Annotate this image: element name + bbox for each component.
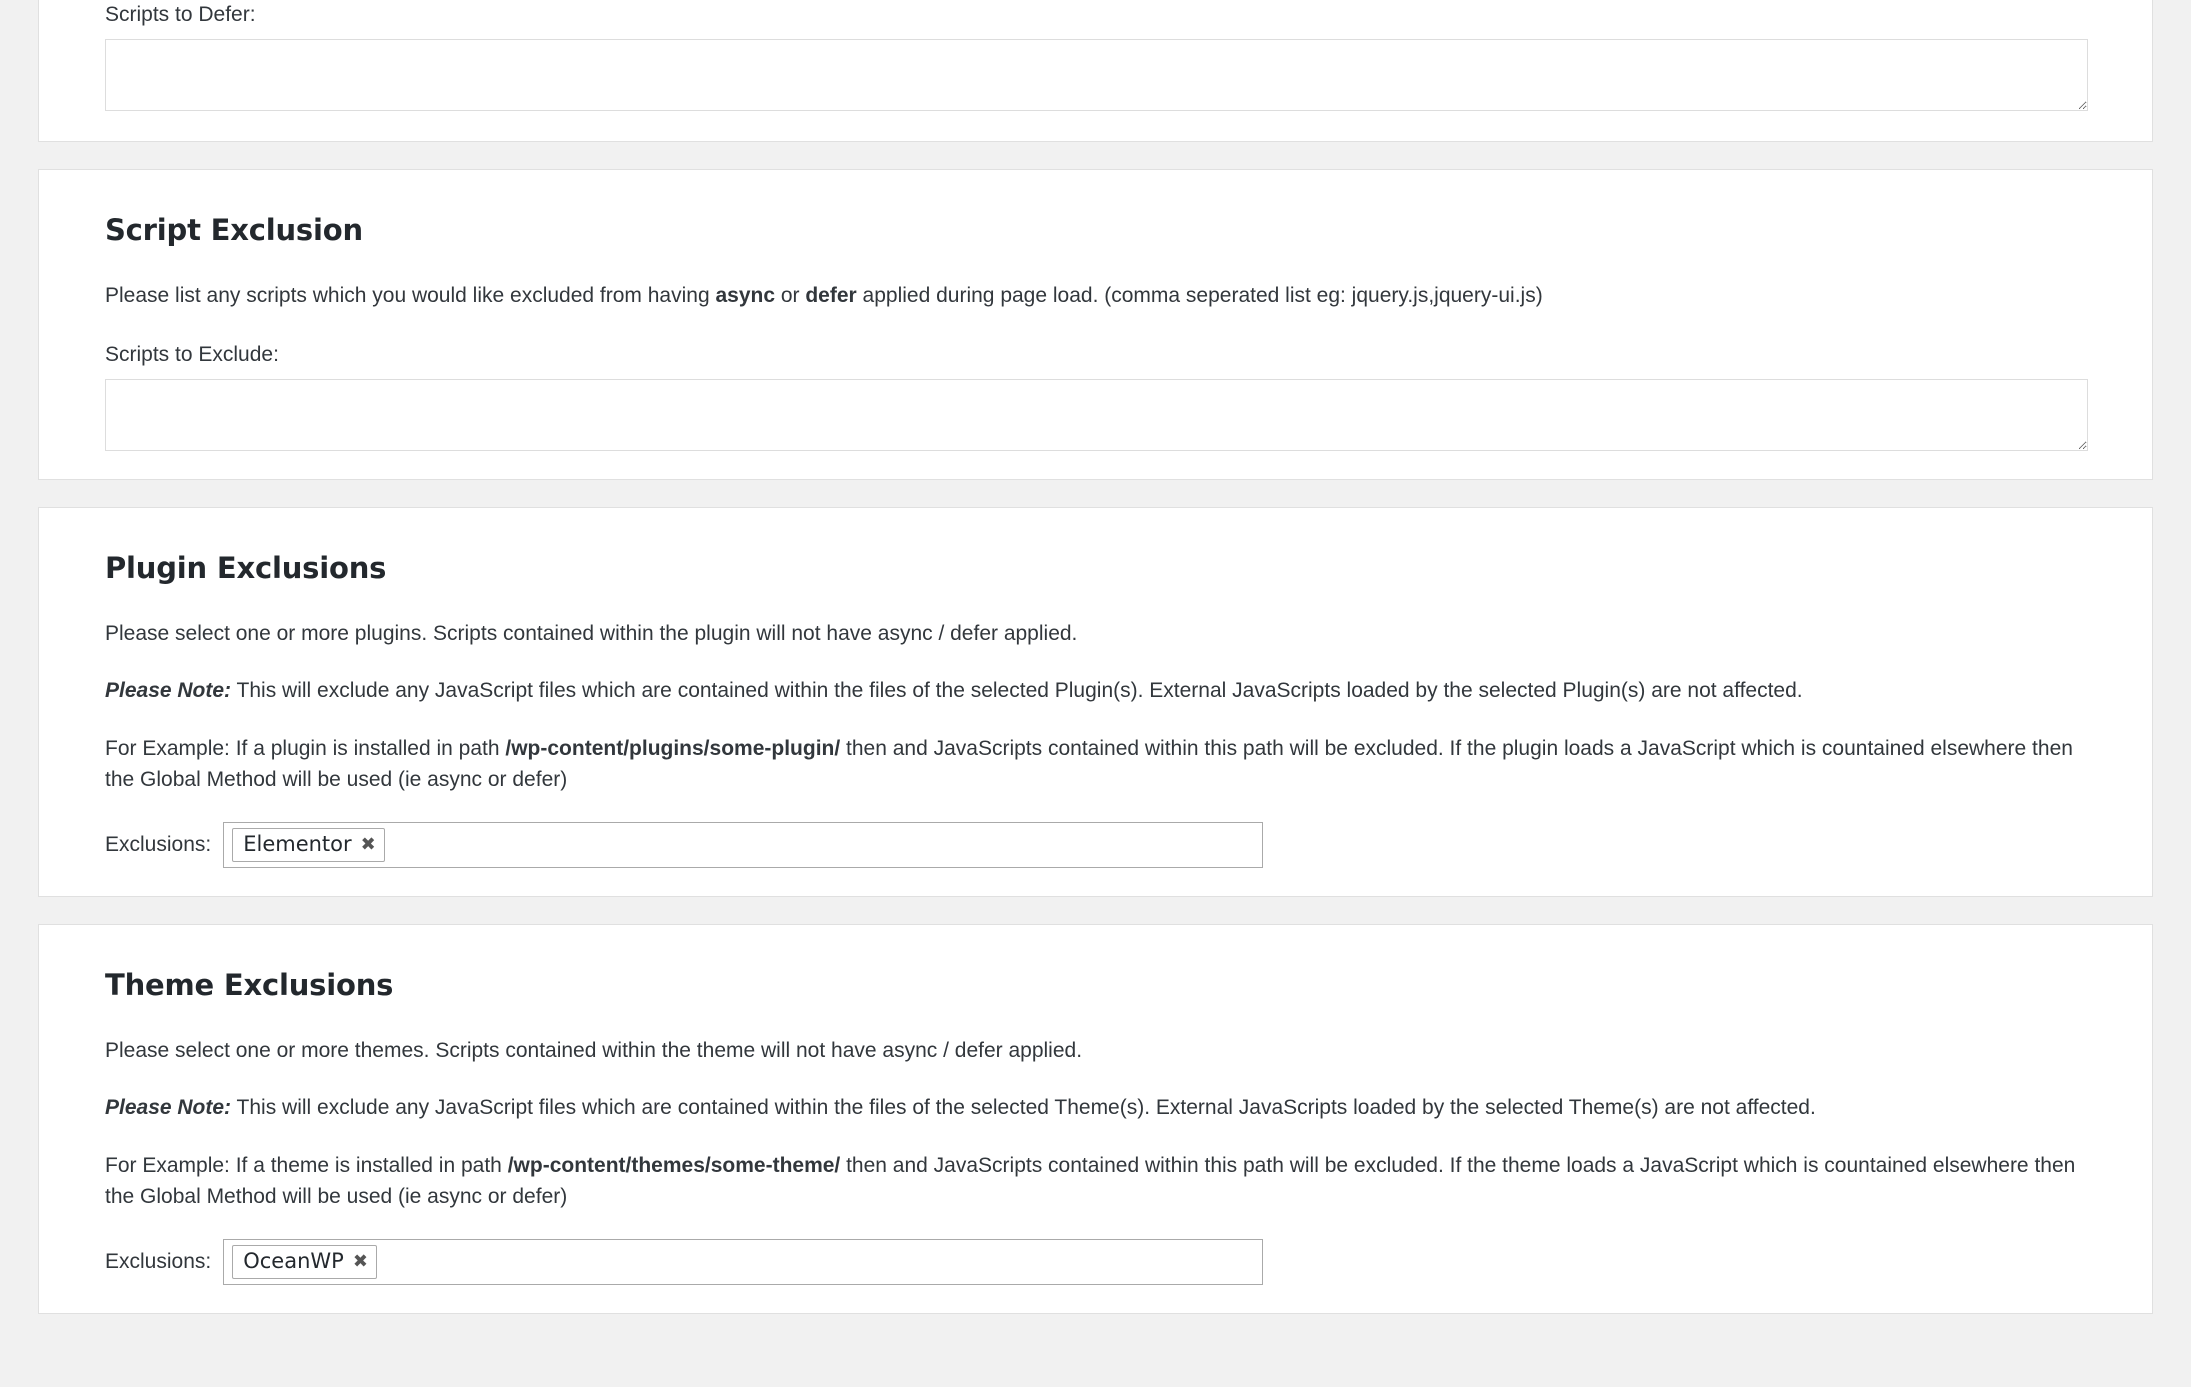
async-keyword: async [715, 284, 776, 308]
plugin-exclusions-token-input[interactable] [223, 822, 1263, 868]
plugin-example-part1: For Example: If a plugin is installed in path [105, 736, 506, 760]
plugin-example-path: /wp-content/plugins/some-plugin/ [505, 736, 841, 760]
theme-note-label: Please Note: [105, 1096, 232, 1120]
plugin-exclusions-example [105, 733, 2086, 796]
script-exclusion-title: Script Exclusion [105, 213, 363, 248]
plugin-example-part2: then and JavaScripts contained within this path will be excluded. If the plugin loads a JavaScript which is countained elsewhere then the Global Method will be used (ie async or defer) [105, 736, 2073, 792]
plugin-exclusions-description: Please select one or more plugins. Scripts contained within the plugin will not have async / defer applied. [105, 621, 1078, 645]
scripts-to-defer-label: Scripts to Defer: [105, 3, 256, 26]
plugin-exclusions-note [105, 675, 2086, 707]
token-label: OceanWP [243, 1248, 344, 1273]
close-icon[interactable]: ✖ [360, 834, 376, 856]
theme-exclusions-label: Exclusions: [105, 1249, 212, 1273]
theme-example-part2: then and JavaScripts contained within this path will be excluded. If the theme loads a JavaScript which is countained elsewhere then the Global Method will be used (ie async or defer) [105, 1153, 2076, 1209]
script-exclusion-desc-part1: Please list any scripts which you would like excluded from having [105, 284, 716, 308]
close-icon[interactable]: ✖ [352, 1251, 368, 1273]
theme-exclusions-note [105, 1092, 2086, 1124]
token-label: Elementor [243, 831, 352, 856]
script-exclusion-desc-part3: applied during page load. (comma seperated list eg: jquery.js,jquery-ui.js) [856, 284, 1543, 308]
token-plugin-elementor[interactable] [232, 828, 385, 862]
theme-note-text: This will exclude any JavaScript files which are contained within the files of the selected Theme(s). External JavaScripts loaded by the selected Theme(s) are not affected. [231, 1096, 1816, 1120]
theme-exclusions-title: Theme Exclusions [105, 967, 394, 1002]
theme-exclusions-example [105, 1150, 2086, 1213]
plugin-exclusions-panel [38, 507, 2153, 897]
plugin-note-label: Please Note: [105, 679, 232, 703]
scripts-to-defer-input[interactable] [105, 39, 2088, 111]
plugin-exclusions-field-row [105, 822, 2086, 868]
plugin-note-text: This will exclude any JavaScript files which are contained within the files of the selected Plugin(s). External JavaScripts loaded by the selected Plugin(s) are not affected. [231, 679, 1803, 703]
scripts-to-exclude-label: Scripts to Exclude: [105, 342, 279, 366]
theme-exclusions-field-row [105, 1239, 2086, 1285]
plugin-exclusions-label: Exclusions: [105, 833, 212, 857]
scripts-to-exclude-input[interactable] [105, 379, 2088, 451]
script-exclusion-description [105, 280, 2086, 312]
theme-example-part1: For Example: If a theme is installed in path [105, 1153, 508, 1177]
theme-exclusions-description: Please select one or more themes. Scripts contained within the theme will not have async / defer applied. [105, 1038, 1083, 1062]
theme-example-path: /wp-content/themes/some-theme/ [507, 1153, 841, 1177]
theme-exclusions-panel [38, 924, 2153, 1314]
theme-exclusions-token-input[interactable] [223, 1239, 1263, 1285]
token-theme-oceanwp[interactable] [232, 1245, 377, 1279]
script-exclusion-panel [38, 169, 2153, 480]
defer-keyword: defer [805, 284, 857, 308]
plugin-exclusions-title: Plugin Exclusions [105, 550, 387, 585]
script-exclusion-desc-part2: or [775, 284, 806, 308]
defer-panel [38, 0, 2153, 142]
